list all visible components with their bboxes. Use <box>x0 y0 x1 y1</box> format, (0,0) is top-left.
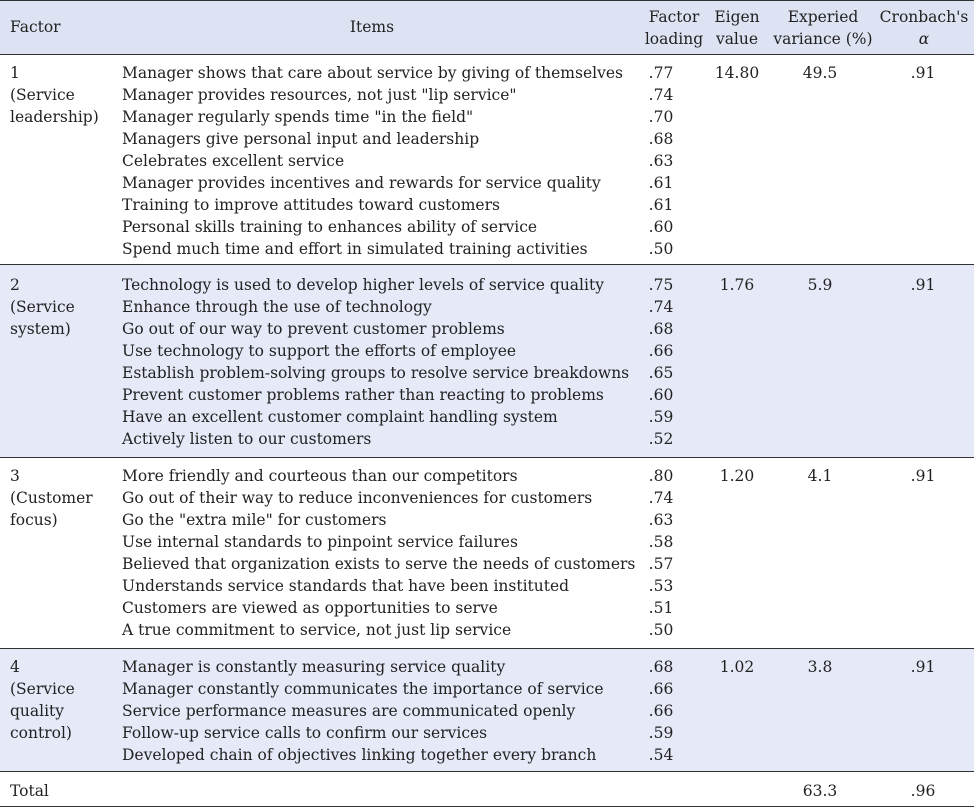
rule-group-2 <box>0 457 974 458</box>
header-factor: Factor <box>10 18 61 36</box>
factor-loading-value: .66 <box>648 680 674 698</box>
item-text: Believed that organization exists to serve the needs of customers <box>122 555 636 573</box>
item-text: Understands service standards that have been instituted <box>122 577 570 595</box>
header-factor-loading <box>636 6 712 50</box>
header-items: Items <box>349 18 395 36</box>
item-text: Use internal standards to pinpoint service failures <box>122 533 518 551</box>
explained-variance: 4.1 <box>807 467 833 485</box>
eigen-value: 14.80 <box>714 64 760 82</box>
header-loading-line-1: Factor <box>648 8 700 26</box>
factor-loading-value: .60 <box>648 218 674 236</box>
rule-bottom <box>0 806 974 807</box>
factor-loading-value: .74 <box>648 489 674 507</box>
factor-loading-value: .50 <box>648 240 674 258</box>
factor-loading-value: .77 <box>648 64 674 82</box>
factor-loading-value: .68 <box>648 658 674 676</box>
rule-group-4 <box>0 771 974 772</box>
rule-group-3 <box>0 648 974 649</box>
item-text: Use technology to support the efforts of employee <box>122 342 517 360</box>
factor-loading-value: .63 <box>648 152 674 170</box>
item-text: Go out of their way to reduce inconveniences for customers <box>122 489 593 507</box>
item-text: Spend much time and effort in simulated training activities <box>122 240 588 258</box>
total-alpha: .96 <box>910 782 936 800</box>
factor-label-line: control) <box>10 724 72 742</box>
total-variance: 63.3 <box>802 782 838 800</box>
header-loading-line-2: loading <box>644 30 704 48</box>
explained-variance: 3.8 <box>807 658 833 676</box>
item-text: Establish problem-solving groups to resolve service breakdowns <box>122 364 630 382</box>
item-text: Follow-up service calls to confirm our services <box>122 724 488 742</box>
item-text: Customers are viewed as opportunities to serve <box>122 599 498 617</box>
factor-label-line: (Service <box>10 298 75 316</box>
factor-loading-value: .53 <box>648 577 674 595</box>
header-eigen-line-2: value <box>715 30 759 48</box>
header-alpha-symbol: α <box>918 30 930 48</box>
factor-loading-value: .59 <box>648 724 674 742</box>
factor-loading-value: .66 <box>648 342 674 360</box>
factor-loading-value: .58 <box>648 533 674 551</box>
item-text: Service performance measures are communicated openly <box>122 702 576 720</box>
rule-top <box>0 0 974 1</box>
item-text: Manager shows that care about service by giving of themselves <box>122 64 623 82</box>
factor-loading-value: .68 <box>648 130 674 148</box>
factor-label-line: (Customer <box>10 489 93 507</box>
item-text: Manager regularly spends time "in the field" <box>122 108 474 126</box>
item-text: Manager provides resources, not just "lip service" <box>122 86 517 104</box>
factor-loading-value: .61 <box>648 174 674 192</box>
factor-loading-value: .74 <box>648 86 674 104</box>
header-variance-line-1: Experied <box>787 8 859 26</box>
factor-loading-value: .70 <box>648 108 674 126</box>
factor-label <box>10 274 110 340</box>
factor-loading-value: .61 <box>648 196 674 214</box>
factor-loading-value: .59 <box>648 408 674 426</box>
factor-loading-value: .75 <box>648 276 674 294</box>
loadings-list <box>636 274 686 450</box>
item-text: Enhance through the use of technology <box>122 298 432 316</box>
items-list <box>122 274 629 450</box>
factor-loading-value: .65 <box>648 364 674 382</box>
header-variance-line-2: variance (%) <box>773 30 873 48</box>
factor-label-line: (Service <box>10 680 75 698</box>
item-text: Developed chain of objectives linking together every branch <box>122 746 597 764</box>
factor-loading-value: .63 <box>648 511 674 529</box>
cronbach-alpha: .91 <box>910 64 936 82</box>
factor-loading-value: .52 <box>648 430 674 448</box>
item-text: Prevent customer problems rather than reacting to problems <box>122 386 604 404</box>
factor-label-line: (Service <box>10 86 75 104</box>
item-text: Go the "extra mile" for customers <box>122 511 387 529</box>
header-eigen-line-1: Eigen <box>714 8 760 26</box>
factor-loading-value: .66 <box>648 702 674 720</box>
item-text: Manager provides incentives and rewards for service quality <box>122 174 601 192</box>
cronbach-alpha: .91 <box>910 658 936 676</box>
factor-loading-value: .74 <box>648 298 674 316</box>
loadings-list <box>636 656 686 766</box>
total-label: Total <box>10 782 49 800</box>
item-text: Celebrates excellent service <box>122 152 345 170</box>
loadings-list <box>636 465 686 641</box>
items-list <box>122 465 635 641</box>
item-text: Training to improve attitudes toward customers <box>122 196 500 214</box>
factor-loading-value: .80 <box>648 467 674 485</box>
factor-loading-value: .68 <box>648 320 674 338</box>
eigen-value: 1.20 <box>719 467 755 485</box>
factor-loading-value: .60 <box>648 386 674 404</box>
items-list <box>122 62 623 260</box>
factor-loading-value: .50 <box>648 621 674 639</box>
item-text: Go out of our way to prevent customer problems <box>122 320 505 338</box>
factor-label-line: 2 <box>10 276 20 294</box>
factor-loading-value: .57 <box>648 555 674 573</box>
item-text: Have an excellent customer complaint handling system <box>122 408 558 426</box>
eigen-value: 1.76 <box>719 276 755 294</box>
factor-loading-value: .51 <box>648 599 674 617</box>
item-text: Actively listen to our customers <box>122 430 372 448</box>
factor-label-line: 1 <box>10 64 20 82</box>
factor-label <box>10 62 110 128</box>
explained-variance: 5.9 <box>807 276 833 294</box>
factor-label-line: 3 <box>10 467 20 485</box>
items-list <box>122 656 604 766</box>
item-text: Manager constantly communicates the importance of service <box>122 680 604 698</box>
factor-label-line: focus) <box>10 511 58 529</box>
header-eigen-value <box>704 6 770 50</box>
item-text: A true commitment to service, not just lip service <box>122 621 512 639</box>
factor-loading-value: .54 <box>648 746 674 764</box>
header-alpha-line-1: Cronbach's <box>879 8 969 26</box>
rule-group-1 <box>0 264 974 265</box>
table-header <box>0 0 974 54</box>
item-text: Managers give personal input and leadership <box>122 130 480 148</box>
factor-label <box>10 465 110 531</box>
cronbach-alpha: .91 <box>910 467 936 485</box>
header-cronbach-alpha <box>876 6 972 50</box>
factor-label-line: leadership) <box>10 108 99 126</box>
item-text: Manager is constantly measuring service quality <box>122 658 506 676</box>
loadings-list <box>636 62 686 260</box>
header-variance <box>770 6 876 50</box>
item-text: Personal skills training to enhances ability of service <box>122 218 538 236</box>
cronbach-alpha: .91 <box>910 276 936 294</box>
eigen-value: 1.02 <box>719 658 755 676</box>
item-text: Technology is used to develop higher levels of service quality <box>122 276 604 294</box>
factor-label-line: system) <box>10 320 71 338</box>
factor-label-line: 4 <box>10 658 20 676</box>
item-text: More friendly and courteous than our competitors <box>122 467 518 485</box>
factor-label <box>10 656 110 744</box>
factor-label-line: quality <box>10 702 65 720</box>
explained-variance: 49.5 <box>802 64 838 82</box>
rule-header-bottom <box>0 54 974 55</box>
